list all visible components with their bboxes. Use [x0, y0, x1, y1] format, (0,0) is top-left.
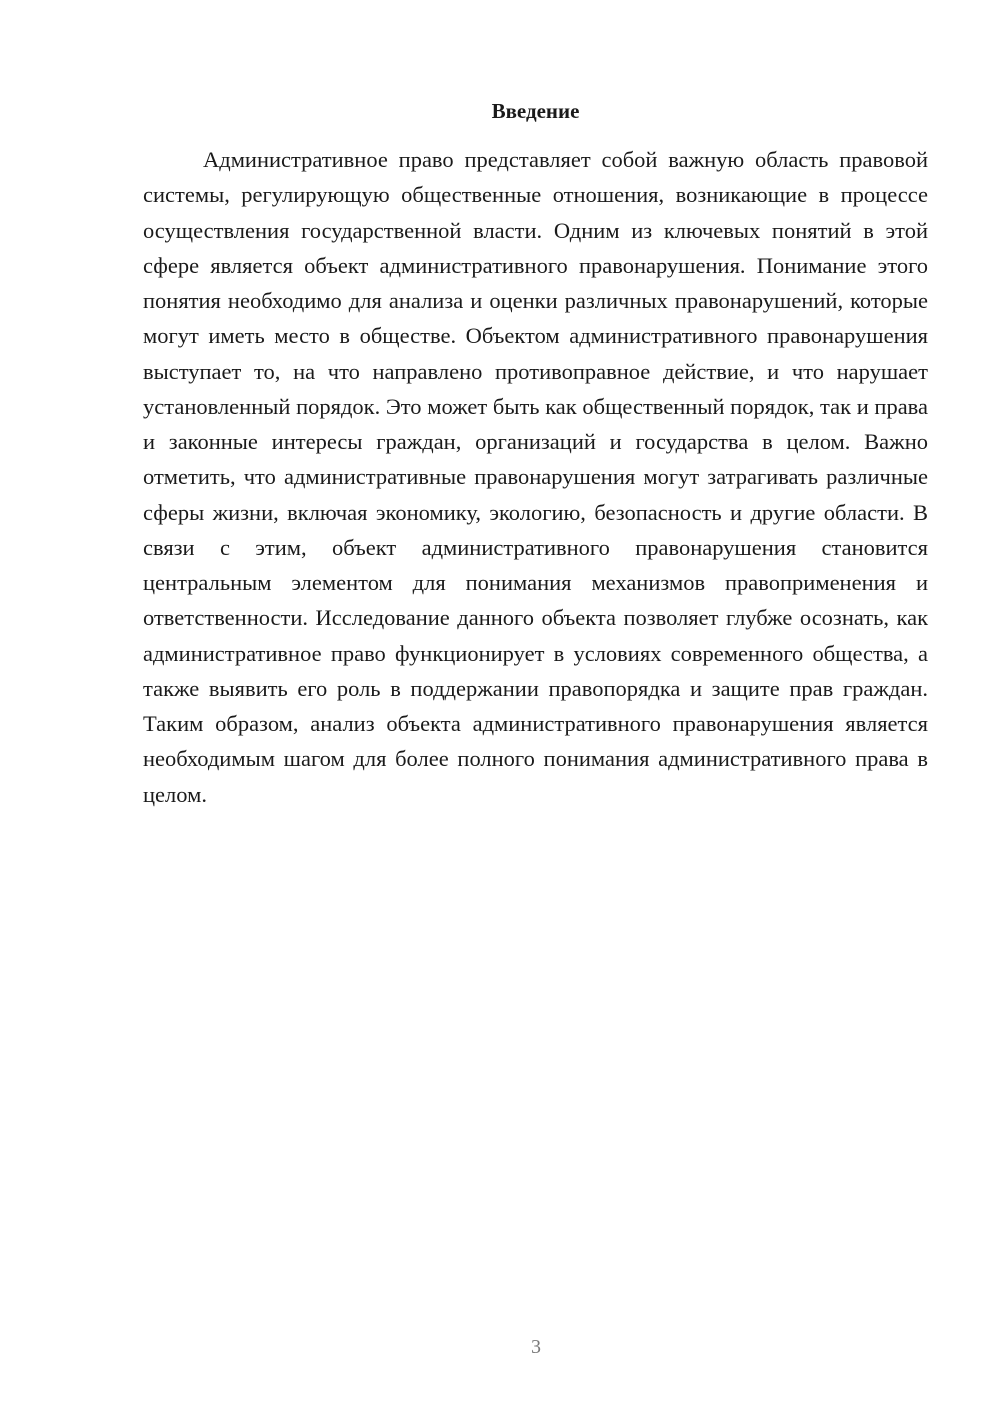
section-heading: Введение: [491, 99, 580, 123]
page-number: 3: [531, 1336, 541, 1358]
body-paragraph: Административное право представляет собой важную область правовой системы, регулирующую общественные отношения, возникающие в процессе осуществления государственной власти. Одним из ключевых понятий в этой сфере является объект административного правонарушения. Понимание этого понятия необходимо для анализа и оценки различных правонарушений, которые могут иметь место в обществе. Объектом административного правонарушения выступает то, на что направлено противоправное действие, и что нарушает установленный порядок. Это может быть как общественный порядок, так и права и законные интересы граждан, организаций и государства в целом. Важно отметить, что административные правонарушения могут затрагивать различные сферы жизни, включая экономику, экологию, безопасность и другие области. В связи с этим, объект административного правонарушения становится центральным элементом для понимания механизмов правоприменения и ответственности. Исследование данного объекта позволяет глубже осознать, как административное право функционирует в условиях современного общества, а также выявить его роль в поддержании правопорядка и защите прав граждан. Таким образом, анализ объекта административного правонарушения является необходимым шагом для более полного понимания административного права в целом.: [143, 147, 928, 807]
